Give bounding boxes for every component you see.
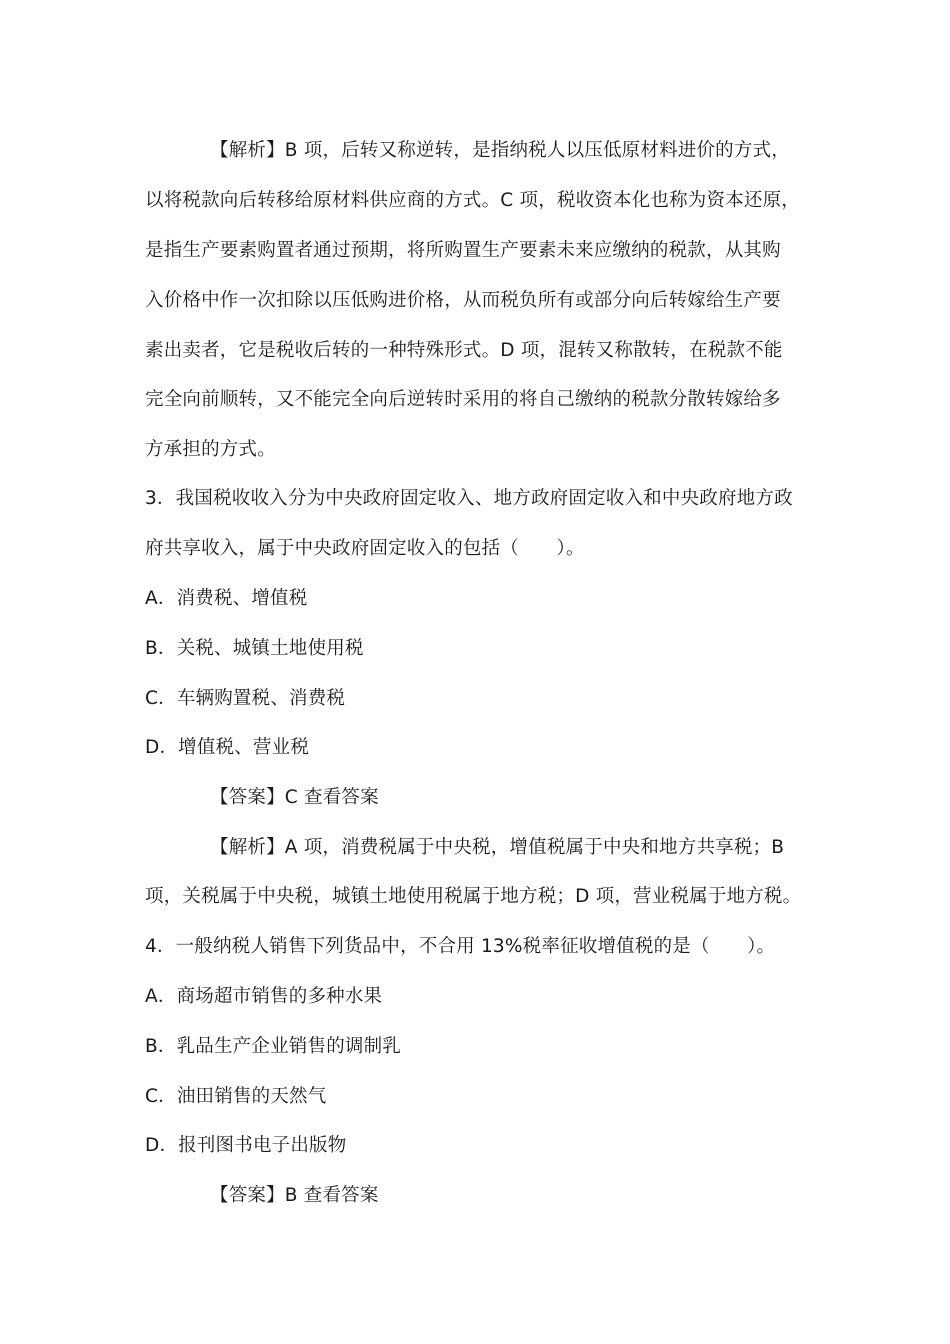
analysis-2-line-5: 素出卖者，它是税收后转的一种特殊形式。D 项，混转又称散转，在税款不能	[145, 340, 783, 361]
question-3-analysis-line-1: 【解析】A 项，消费税属于中央税，增值税属于中央和地方共享税；B	[210, 837, 785, 858]
question-3-answer-link[interactable]: 【答案】C 查看答案	[210, 787, 379, 808]
question-4-option-b: B．乳品生产企业销售的调制乳	[145, 1036, 401, 1057]
question-3-stem-line-2: 府共享收入，属于中央政府固定收入的包括（ ）。	[145, 538, 585, 559]
question-3-option-b: B．关税、城镇土地使用税	[145, 638, 364, 659]
analysis-2-line-6: 完全向前顺转，又不能完全向后逆转时采用的将自己缴纳的税款分散转嫁给多	[145, 389, 781, 410]
analysis-2-line-3: 是指生产要素购置者通过预期，将所购置生产要素未来应缴纳的税款，从其购	[145, 240, 781, 261]
question-3-option-a: A．消费税、增值税	[145, 588, 308, 609]
question-4-option-d: D．报刊图书电子出版物	[145, 1135, 347, 1156]
analysis-2-line-1: 【解析】B 项，后转又称逆转，是指纳税人以压低原材料进价的方式，	[210, 140, 790, 161]
question-3-option-d: D．增值税、营业税	[145, 737, 310, 758]
analysis-2-line-2: 以将税款向后转移给原材料供应商的方式。C 项，税收资本化也称为资本还原，	[145, 190, 801, 211]
question-4-stem: 4．一般纳税人销售下列货品中，不合用 13%税率征收增值税的是（ ）。	[145, 936, 776, 957]
analysis-2-line-4: 入价格中作一次扣除以压低购进价格，从而税负所有或部分向后转嫁给生产要	[145, 290, 781, 311]
question-4-option-a: A．商场超市销售的多种水果	[145, 986, 383, 1007]
question-3-option-c: C．车辆购置税、消费税	[145, 688, 346, 709]
question-4-option-c: C．油田销售的天然气	[145, 1086, 327, 1107]
question-4-answer-link[interactable]: 【答案】B 查看答案	[210, 1185, 379, 1206]
question-3-stem-line-1: 3．我国税收收入分为中央政府固定收入、地方政府固定收入和中央政府地方政	[145, 488, 793, 509]
analysis-2-line-7: 方承担的方式。	[145, 439, 276, 460]
question-3-analysis-line-2: 项，关税属于中央税，城镇土地使用税属于地方税；D 项，营业税属于地方税。	[145, 886, 802, 907]
